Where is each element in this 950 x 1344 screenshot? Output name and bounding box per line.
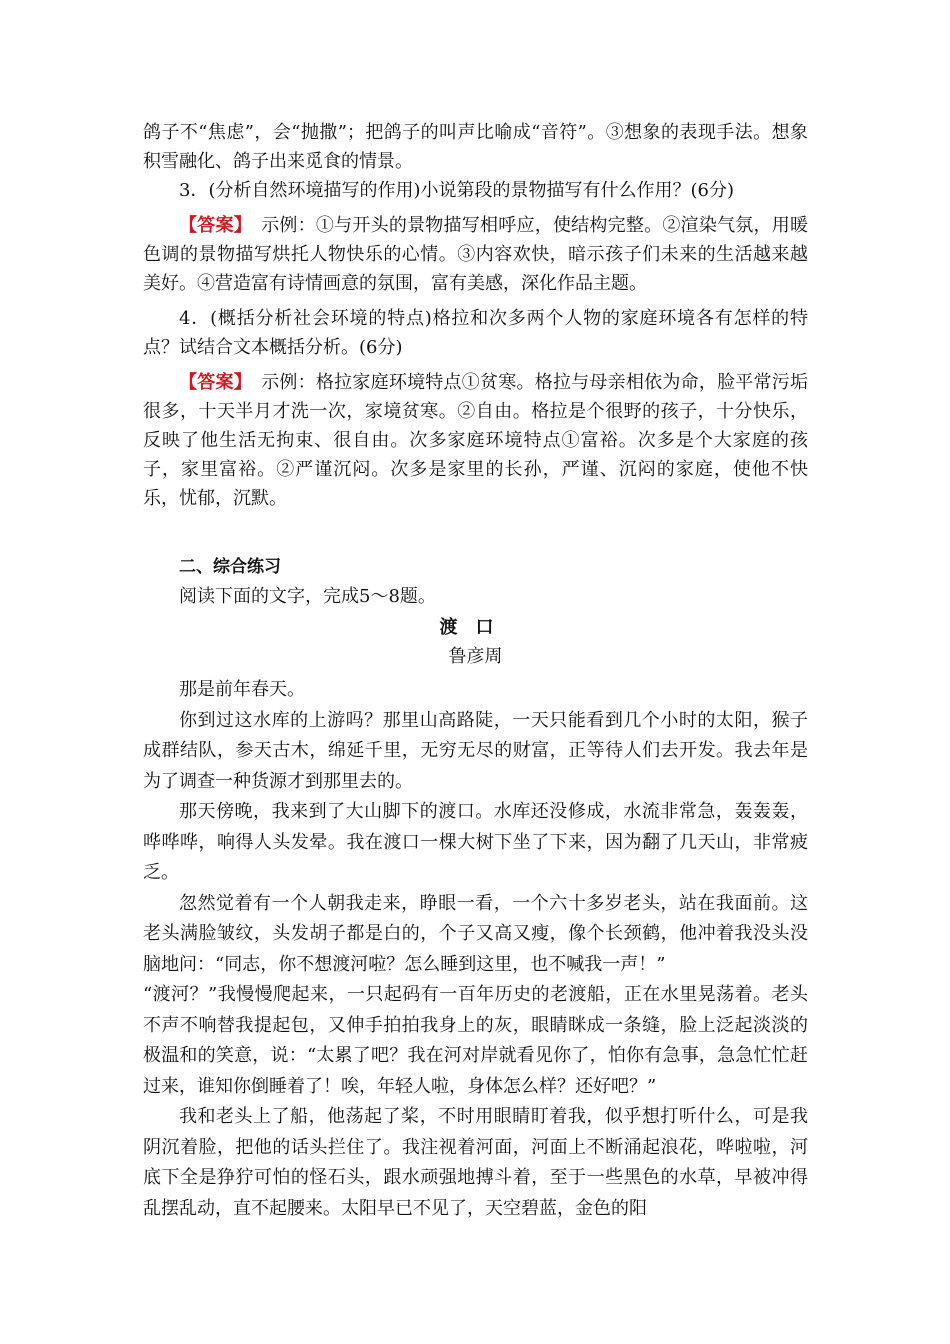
story-paragraph: 那天傍晚，我来到了大山脚下的渡口。水库还没修成，水流非常急，轰轰轰，哗哗哗，响得人头发晕。我在渡口一棵大树下坐了下来，因为翻了几天山，非常疲乏。 — [143, 801, 808, 883]
story-paragraph: 忽然觉着有一个人朝我走来，睁眼一看，一个六十多岁老头，站在我面前。这老头满脸皱纹，头发胡子都是白的，个子又高又瘦，像个长颈鹤，他冲着我没头没脑地问：“同志，你不想渡河啦？怎么睡到这里，也不喊我一声！” — [143, 892, 808, 975]
document-page — [143, 118, 808, 1224]
answer-4 — [143, 368, 808, 513]
story-paragraph: 我和老头上了船，他荡起了桨，不时用眼睛盯着我，似乎想打听什么，可是我阴沉着脸，把他的话头拦住了。我注视着河面，河面上不断涌起浪花，哗啦啦，河底下全是狰狞可怕的怪石头，跟水顽强地搏斗着，至于一些黑色的水草，早被冲得乱摆乱动，直不起腰来。太阳早已不见了，天空碧蓝，金色的阳 — [143, 1106, 808, 1219]
answer-4-text: 示例：格拉家庭环境特点①贫寒。格拉与母亲相依为命，脸平常污垢很多，十天半月才洗一次，家境贫寒。②自由。格拉是个很野的孩子，十分快乐，反映了他生活无拘束、很自由。次多家庭环境特点①富裕。次多是个大家庭的孩子，家里富裕。②严谨沉闷。次多是家里的长孙，严谨、沉闷的家庭，使他不快乐，忧郁，沉默。 — [143, 372, 809, 509]
section-title: 二、综合练习 — [179, 557, 281, 577]
story-paragraph: 那是前年春天。 — [179, 679, 305, 700]
answer-label: 【答案】 — [179, 215, 243, 236]
question-4: 4．(概括分析社会环境的特点)格拉和次多两个人物的家庭环境各有怎样的特点？试结合文本概括分析。(6分) — [143, 308, 808, 358]
answer-3 — [143, 211, 808, 298]
answer-label: 【答案】 — [179, 372, 243, 393]
story-body — [143, 675, 808, 1224]
story-title: 渡口 — [439, 617, 512, 638]
story-author: 鲁彦周 — [448, 646, 503, 667]
q2-answer-tail: 鸽子不“焦虑”，会“抛撒”；把鸽子的叫声比喻成“音符”。③想象的表现手法。想象积雪融化、鸽子出来觅食的情景。 — [143, 122, 808, 172]
section-instruction: 阅读下面的文字，完成5～8题。 — [179, 586, 436, 607]
question-3: 3．(分析自然环境描写的作用)小说第段的景物描写有什么作用？(6分) — [179, 180, 734, 201]
story-paragraph: 你到过这水库的上游吗？那里山高路陡，一天只能看到几个小时的太阳，猴子成群结队，参天古木，绵延千里，无穷无尽的财富，正等待人们去开发。我去年是为了调查一种货源才到那里去的。 — [143, 709, 808, 792]
story-paragraph: “渡河？”我慢慢爬起来，一只起码有一百年历史的老渡船，正在水里晃荡着。老头不声不响替我提起包，又伸手拍拍我身上的灰，眼睛眯成一条缝，脸上泛起淡淡的极温和的笑意，说：“太累了吧？我在河对岸就看见你了，怕你有急事，急急忙忙赶过来，谁知你倒睡着了！唉，年轻人啦，身体怎么样？还好吧？” — [143, 984, 808, 1097]
answer-3-text: 示例：①与开头的景物描写相呼应，使结构完整。②渲染气氛，用暖色调的景物描写烘托人物快乐的心情。③内容欢快，暗示孩子们未来的生活越来越美好。④营造富有诗情画意的氛围，富有美感，深化作品主题。 — [143, 215, 809, 294]
